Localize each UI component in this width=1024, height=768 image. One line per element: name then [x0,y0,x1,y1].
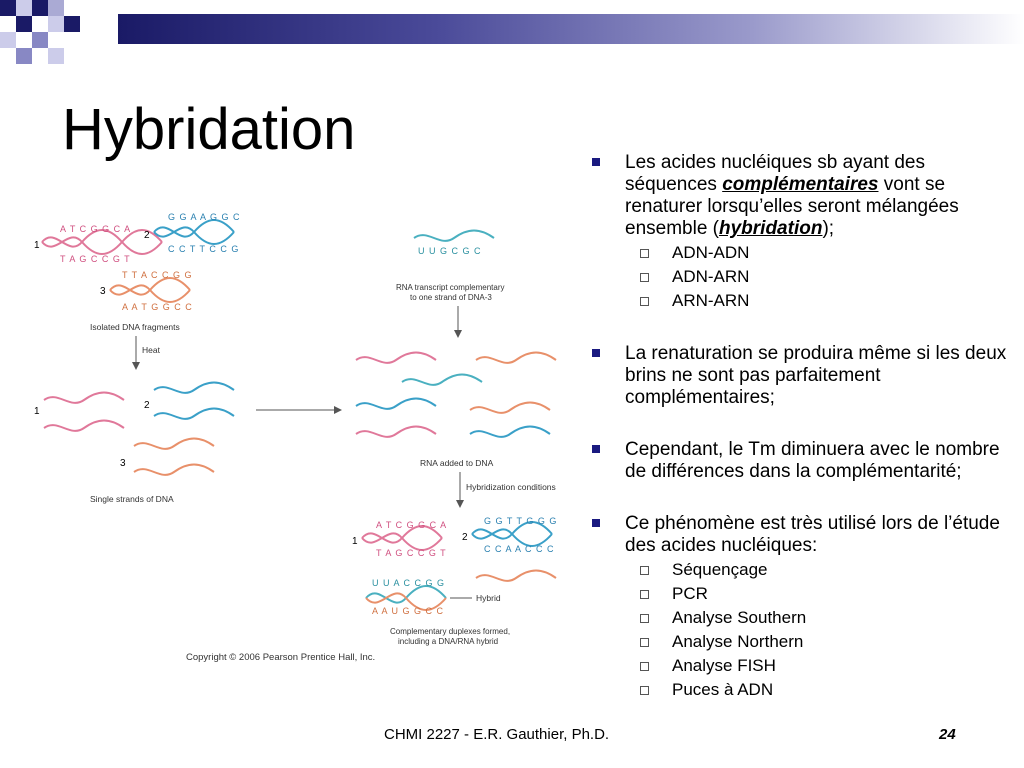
list-item [592,678,1012,702]
corner-square [0,0,16,16]
sub-item-text: ADN-ARN [672,267,750,286]
bullet-3 [592,439,1012,483]
bullet-marker [592,445,600,453]
list-item [592,654,1012,678]
list-item [592,630,1012,654]
checkbox-icon [640,566,649,575]
checkbox-icon [640,614,649,623]
label-single: Single strands of DNA [90,494,174,504]
num-1: 1 [34,240,40,251]
corner-square [48,48,64,64]
sub-item-text: Puces à ADN [672,680,774,699]
rna-strand [414,231,494,241]
sub-item-text: ADN-ADN [672,243,750,262]
checkbox-icon [640,273,649,282]
corner-square [16,16,32,32]
corner-square [48,16,64,32]
list-item [592,582,1012,606]
list-item [592,265,1012,289]
bullet-1-text: Les acides nucléiques sb ayant des séquences [625,152,925,195]
num-1c: 1 [352,536,358,547]
num-3: 3 [100,286,106,297]
num-2b: 2 [144,400,150,411]
label-rna-added: RNA added to DNA [420,458,494,468]
rna-caption-2: to one strand of DNA-3 [410,293,492,302]
num-1b: 1 [34,406,40,417]
slide-title: Hybridation [62,97,356,162]
header-gradient-bar [118,14,1024,44]
footer-text: CHMI 2227 - E.R. Gauthier, Ph.D. [384,726,610,743]
checkbox-icon [640,686,649,695]
bullet-marker [592,519,600,527]
dup-caption-2: including a DNA/RNA hybrid [398,637,499,646]
list-item [592,289,1012,313]
dna-helix-2 [154,220,234,244]
seq2-top: G G A A G G C [168,212,241,222]
seq2-bottom: C C T T C C G [168,244,240,254]
corner-square [16,48,32,64]
corner-square [32,32,48,48]
sub-item-text: Séquençage [672,560,768,579]
num-2c: 2 [462,532,468,543]
corner-square [64,16,80,32]
corner-square [16,0,32,16]
num-3b: 3 [120,458,126,469]
label-hyb-conditions: Hybridization conditions [466,482,556,492]
bullet-3-text: Cependant, le Tm diminuera avec le nombre de différences dans la complémentarité; [625,439,1000,482]
final1-top: A T C G G C A [376,520,448,530]
checkbox-icon [640,638,649,647]
label-isolated: Isolated DNA fragments [90,322,180,332]
sublist-1 [592,241,1012,313]
strand-3-orange [476,571,556,581]
sub-item-text: ARN-ARN [672,291,750,310]
bullet-marker [592,349,600,357]
bullet-marker [592,158,600,166]
dup-caption-1: Complementary duplexes formed, [390,627,511,636]
checkbox-icon [640,662,649,671]
seq3-top: T T A C C G G [122,270,193,280]
bullet-1-text-end: ); [822,218,835,239]
seq1-bottom: T A G C C G T [60,254,131,264]
mixed-strands [356,353,556,437]
bullet-2 [592,343,1012,409]
emph-complementaires: complémentaires [722,174,879,195]
bullet-list [592,152,1012,702]
list-item [592,606,1012,630]
bullet-4-text: Ce phénomène est très utilisé lors de l’étude des acides nucléiques: [625,513,1000,556]
single-strands [44,383,234,475]
list-item [592,558,1012,582]
copyright: Copyright © 2006 Pearson Prentice Hall, Inc. [186,652,376,663]
bullet-2-text: La renaturation se produira même si les deux brins ne sont pas parfaitement complémentaires; [625,343,1007,408]
rna-caption-1: RNA transcript complementary [396,283,505,292]
label-heat: Heat [142,345,160,355]
sub-item-text: Analyse Southern [672,608,807,627]
dna-helix-3 [110,278,190,302]
checkbox-icon [640,249,649,258]
hybridization-figure [30,210,580,670]
rna-seq: U U G C G C [418,246,482,256]
sub-item-text: Analyse Northern [672,632,804,651]
corner-square [0,32,16,48]
page-number: 24 [939,726,956,743]
seq3-bottom: A A T G G C C [122,302,193,312]
final3-bottom: A A U G G C C [372,606,445,616]
bullet-4 [592,513,1012,557]
final1-bottom: T A G C C G T [376,548,447,558]
final2-top: G G T T G G G [484,516,558,526]
sub-item-text: Analyse FISH [672,656,776,675]
checkbox-icon [640,590,649,599]
final2-bottom: C C A A C C C [484,544,555,554]
label-hybrid: Hybrid [476,593,501,603]
num-2: 2 [144,230,150,241]
bullet-1-text-mid: vont se renaturer lorsqu’elles seront mélangées ensemble ( [625,174,959,239]
corner-square [48,0,64,16]
bullet-1 [592,152,1012,240]
list-item [592,241,1012,265]
checkbox-icon [640,297,649,306]
final3-top: U U A C C G G [372,578,446,588]
emph-hybridation: hybridation [719,218,823,239]
sublist-4 [592,558,1012,702]
sub-item-text: PCR [672,584,708,603]
corner-square [32,0,48,16]
seq1-top: A T C G G C A [60,224,132,234]
